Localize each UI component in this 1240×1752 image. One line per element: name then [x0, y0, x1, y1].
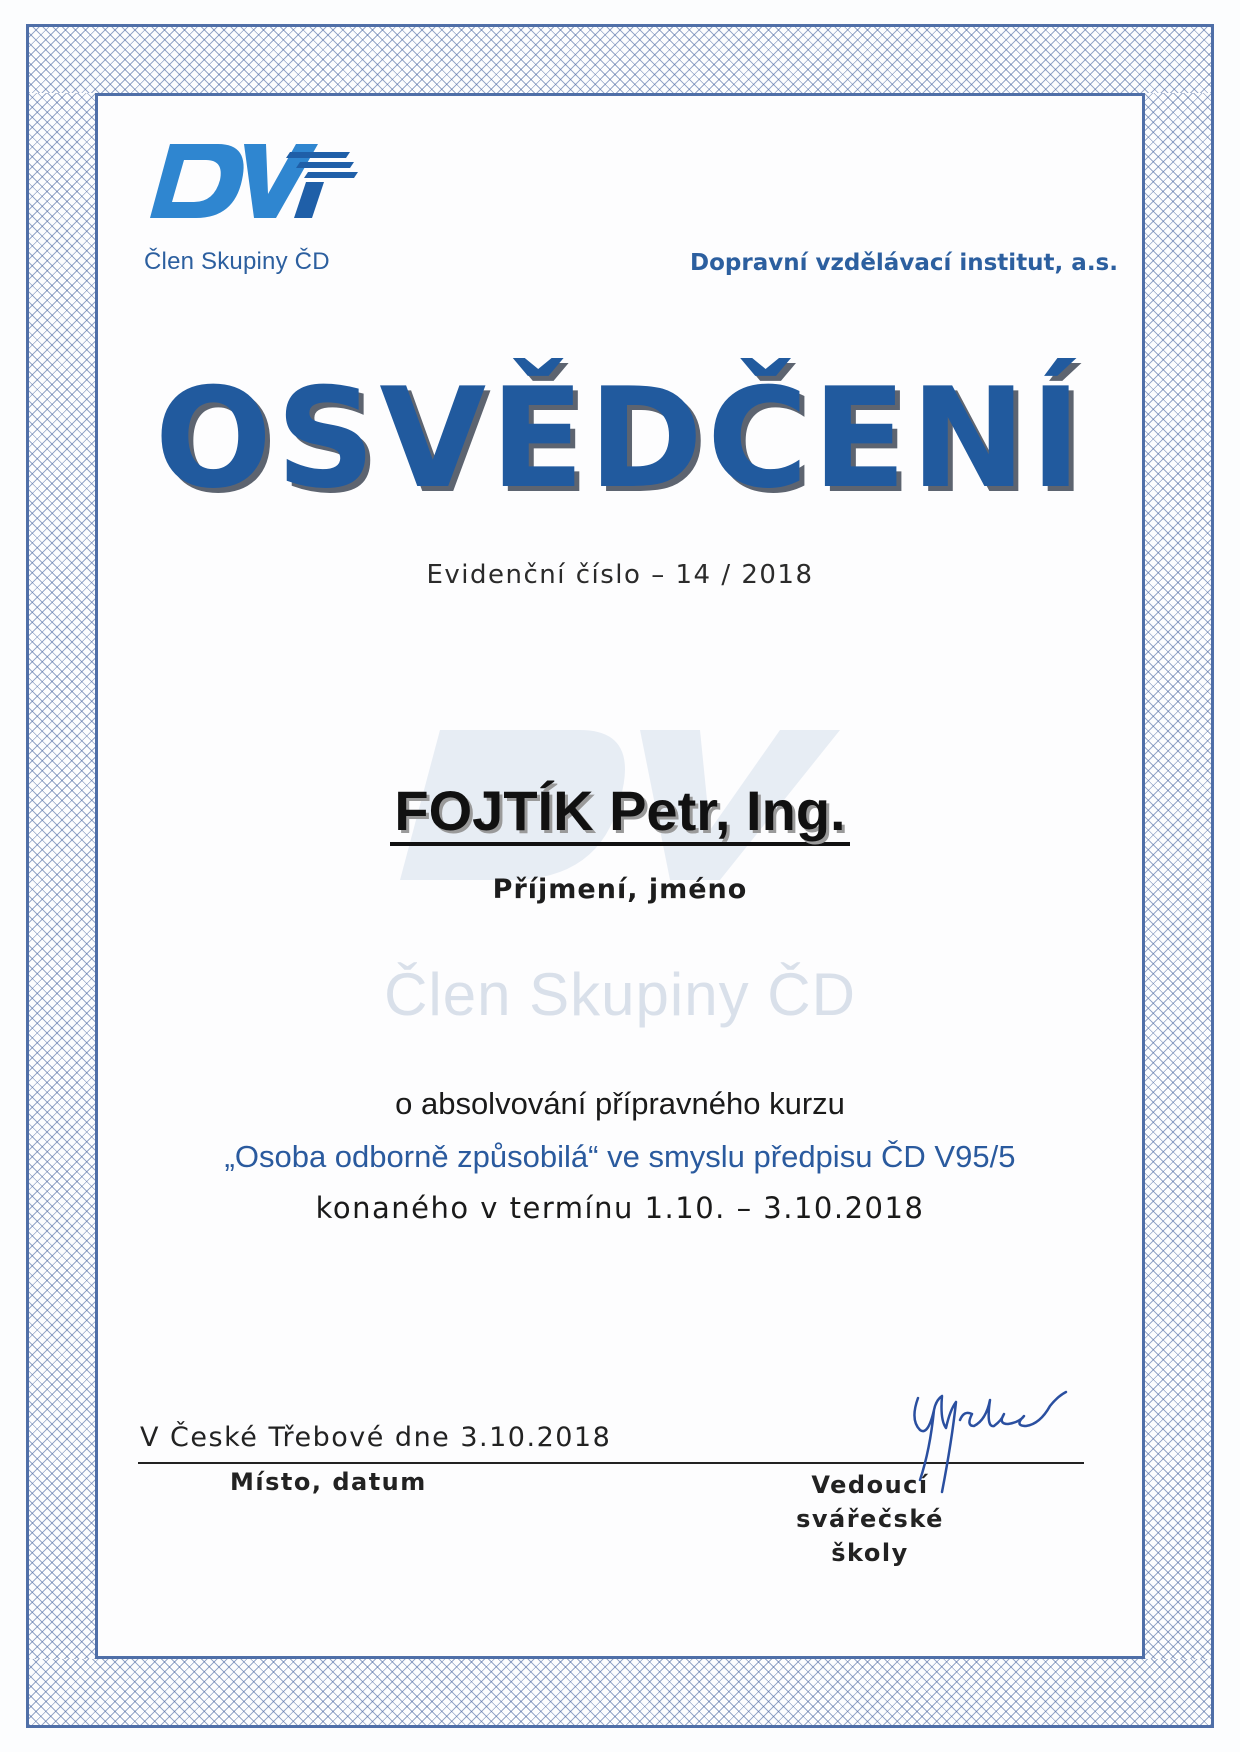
holder-name-label: Příjmení, jméno — [492, 874, 748, 905]
holder-name: FOJTÍK Petr, Ing. — [390, 779, 849, 846]
logo-caption: Člen Skupiny ČD — [144, 248, 330, 275]
holder-name-wrapper — [0, 778, 1240, 843]
signer-title-line2: svářečské školy — [796, 1505, 944, 1567]
dvi-logo-icon — [140, 136, 360, 248]
course-dates: konaného v termínu 1.10. – 3.10.2018 — [315, 1191, 925, 1225]
place-date-label: Místo, datum — [230, 1468, 427, 1496]
place-date: V České Třebové dne 3.10.2018 — [140, 1422, 612, 1453]
handwritten-signature-icon — [890, 1380, 1080, 1500]
watermark-caption: Člen Skupiny ČD — [384, 961, 856, 1028]
certificate-title: OSVĚDČENÍ — [154, 358, 1086, 519]
course-name: „Osoba odborně způsobilá“ ve smyslu předpisu ČD V95/5 — [224, 1139, 1016, 1174]
course-intro: o absolvování přípravného kurzu — [395, 1086, 845, 1121]
registration-number: Evidenční číslo – 14 / 2018 — [426, 560, 814, 590]
signer-title-line1: Vedoucí — [811, 1471, 929, 1499]
institute-name: Dopravní vzdělávací institut, a.s. — [690, 250, 1118, 276]
